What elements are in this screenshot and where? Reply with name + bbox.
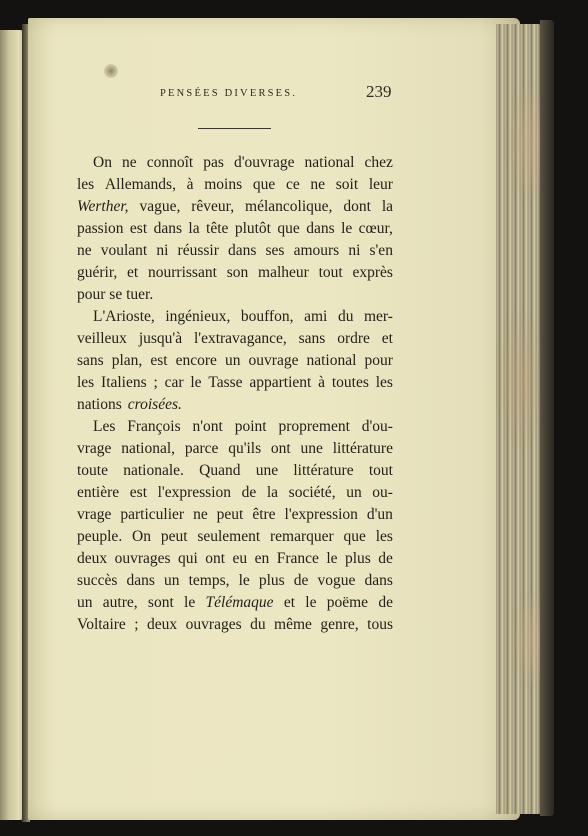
text-line: vrage particulier ne peut être l'expression d'un (77, 506, 393, 523)
header-rule (198, 128, 271, 129)
running-title: PENSÉES DIVERSES. (160, 88, 298, 99)
text-line: vrage national, parce qu'ils ont une littérature (77, 440, 393, 457)
page-block-edges (496, 24, 544, 814)
text-line: nations croisées. (77, 396, 182, 413)
text-line: pour se tuer. (77, 286, 154, 303)
text-line: Werther, vague, rêveur, mélancolique, dont la (77, 198, 393, 215)
text-line: les Allemands, à moins que ce ne soit leur (77, 176, 393, 193)
text-line: L'Arioste, ingénieux, bouffon, ami du mer- (93, 308, 393, 325)
marbled-edge (496, 24, 544, 814)
text-line: entière est l'expression de la société, un ou- (77, 484, 393, 501)
text-line: Voltaire ; deux ouvrages du même genre, tous (77, 616, 393, 633)
text-line: peuple. On peut seulement remarquer que les (77, 528, 393, 545)
text-line: les Italiens ; car le Tasse appartient à toutes les (77, 374, 393, 391)
previous-page-edge (0, 30, 24, 820)
text-line: veilleux jusqu'à l'extravagance, sans ordre et (77, 330, 393, 347)
text-line: On ne connoît pas d'ouvrage national chez (93, 154, 393, 171)
cover-edge (540, 20, 554, 816)
text-line: Les François n'ont point proprement d'ou- (93, 418, 393, 435)
text-line: sans plan, est encore un ouvrage national pour (77, 352, 393, 369)
text-line: succès dans un temps, le plus de vogue dans (77, 572, 393, 589)
foxing-spot (104, 64, 118, 78)
text-line: guérir, et nourrissant son malheur tout exprès (77, 264, 393, 281)
text-line: passion est dans la tête plutôt que dans le cœur, (77, 220, 393, 237)
page-number: 239 (366, 82, 392, 101)
text-line: ne voulant ni réussir dans ses amours ni s'en (77, 242, 393, 259)
text-line: un autre, sont le Télémaque et le poëme de (77, 594, 393, 611)
body-text (77, 152, 393, 636)
text-line: deux ouvrages qui ont eu en France le plus de (77, 550, 393, 567)
text-line: toute nationale. Quand une littérature tout (77, 462, 393, 479)
